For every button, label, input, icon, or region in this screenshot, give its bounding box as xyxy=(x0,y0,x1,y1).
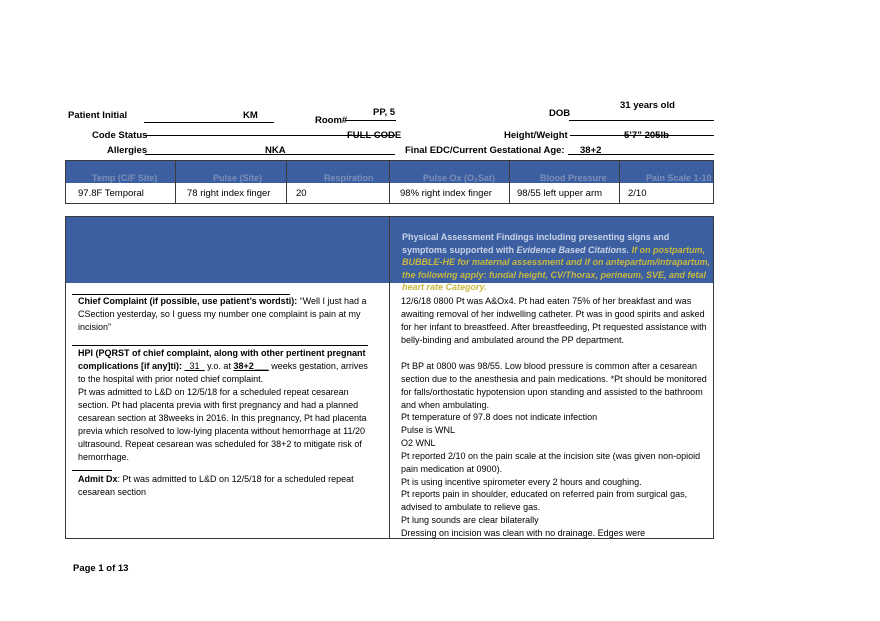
vitals-header-blood-pressure: Blood Pressure xyxy=(540,174,607,183)
vitals-pain-value: 2/10 xyxy=(628,188,647,199)
assessment-paragraph-4: Pulse is WNL xyxy=(401,425,456,435)
chief-complaint: Chief Complaint (if possible, use patient’s wordsti): “Well I just had a CSection yesterday, so I guess my number one complaint is pain at my incision” xyxy=(78,296,367,332)
assessment-paragraph-8: Pt reports pain in shoulder, educated on referred pain from surgical gas, advised to ambulate to relieve gas. xyxy=(401,489,688,512)
vitals-pulse-ox-value: 98% right index finger xyxy=(400,188,492,199)
room-label: Room# xyxy=(315,115,348,126)
patient-initial-label: Patient Initial xyxy=(68,110,128,121)
allergies-label: Allergies xyxy=(107,145,148,156)
allergies-value: NKA xyxy=(265,145,286,156)
hpi-section: HPI (PQRST of chief complaint, along with other pertinent pregnant complications [if any]ti): 31_ y.o. at 38+2___ weeks gestation, arrives to the hospital with prior noted chief complaint. Pt was admitted to L&D on 12/5/18 for a scheduled repeat cesarean section. Pt had placenta previa with first pregnancy and had a planned cesarean section at 38weeks in 2016. In this pregnancy, Pt had placenta previa which resolved to low-lying placenta without hemorrhage at 11/20 ultrasound. Repeat cesarean was scheduled for 38+2 to mitigate risk of hemorrhage. xyxy=(78,348,368,462)
code-status-label: Code Status xyxy=(92,130,148,141)
vitals-header-temp: Temp (C/F Site) xyxy=(92,174,158,183)
assessment-paragraph-9: Pt lung sounds are clear bilaterally xyxy=(401,515,539,525)
assessment-paragraph-2: Pt BP at 0800 was 98/55. Low blood pressure is common after a cesarean section due to the anesthesia and pain medications. *Pt should be monitored for falls/orthostatic hypotension upon standing and assisted to the bathroom and when ambulating. xyxy=(401,361,707,410)
assessment-paragraph-3: Pt temperature of 97.8 does not indicate infection xyxy=(401,412,598,422)
assessment-paragraph-7: Pt is using incentive spirometer every 2 hours and coughing. xyxy=(401,477,642,487)
vitals-header-respiration: Respiration xyxy=(324,174,374,183)
vitals-header-pulse-ox: Pulse Ox (O₂Sat) xyxy=(423,174,496,183)
height-weight-value: 5’7” 205lb xyxy=(624,130,669,141)
room-value: PP, 5 xyxy=(373,107,396,118)
height-weight-label: Height/Weight xyxy=(504,130,568,141)
vitals-respiration-value: 20 xyxy=(296,188,307,199)
assessment-paragraph-6: Pt reported 2/10 on the pain scale at the incision site (was given non-opioid pain medication at 0900). xyxy=(401,451,701,474)
vitals-blood-pressure-value: 98/55 left upper arm xyxy=(517,188,603,199)
vitals-temp-value: 97.8F Temporal xyxy=(78,188,144,199)
assessment-paragraph-5: O2 WNL xyxy=(401,438,436,448)
vitals-table xyxy=(65,160,714,204)
assessment-paragraph-10: Dressing on incision was clean with no drainage. Edges were xyxy=(401,528,646,538)
patient-initial-value: KM xyxy=(243,110,258,121)
age-text: 31 years old xyxy=(620,100,675,111)
assessment-table xyxy=(65,216,714,539)
vitals-header-pulse: Pulse (Site) xyxy=(213,174,263,183)
assessment-paragraph-1: 12/6/18 0800 Pt was A&Ox4. Pt had eaten 75% of her breakfast and was awaiting removal of her indwelling catheter. Pt was in good spirits and asked for her infant to breastfeed. After breastfeeding, Pt requested assistance with belly-binding and ambulated around the PP department. xyxy=(401,296,707,345)
edc-label: Final EDC/Current Gestational Age: xyxy=(405,145,565,156)
admit-dx: Admit Dx: Pt was admitted to L&D on 12/5/18 for a scheduled repeat cesarean section xyxy=(78,474,354,497)
page-number: Page 1 of 13 xyxy=(73,563,129,574)
edc-value: 38+2 xyxy=(580,145,602,156)
assessment-header: Physical Assessment Findings including presenting signs and symptoms supported with Evidence Based Citations. If on postpartum, BUBBLE-HE for maternal assessment and if on antepartum/intrapartum, the following apply: fundal height, CV/Thorax, perineum, SVE, and fetal heart rate Category. xyxy=(402,232,711,292)
dob-label: DOB xyxy=(549,108,571,119)
code-status-value: FULL CODE xyxy=(347,130,402,141)
vitals-header-pain: Pain Scale 1-10 xyxy=(646,174,712,183)
vitals-pulse-value: 78 right index finger xyxy=(187,188,271,199)
